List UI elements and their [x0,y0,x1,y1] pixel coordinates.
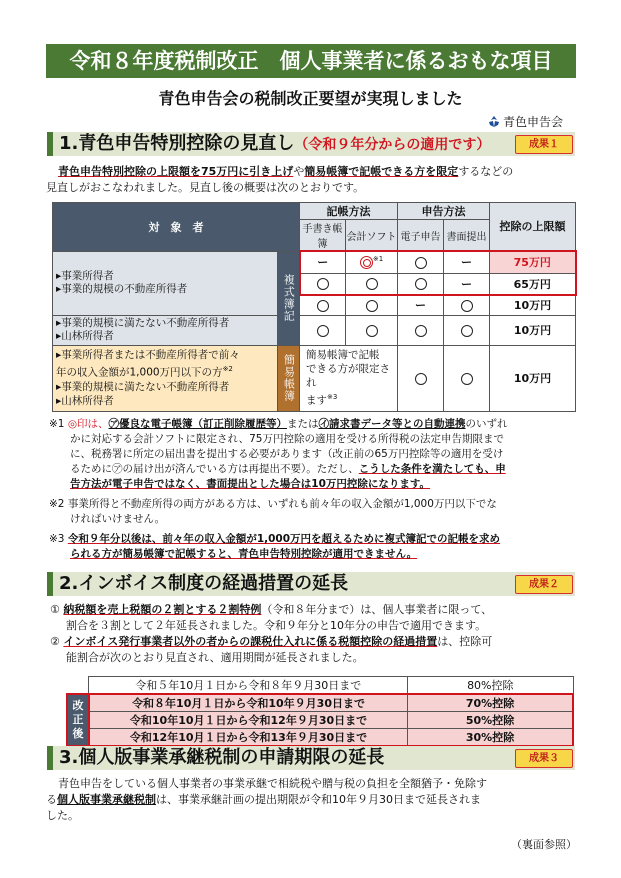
simple-books-label: 簡易帳簿 [278,345,300,411]
cell-r4-paper [444,315,490,345]
cell-r1-software: ※1 [346,251,398,273]
cell-r3-paper [444,295,490,315]
rate-row-0: 80%控除 [408,677,573,695]
circle-icon [415,373,427,385]
period-row-1: 令和８年10月１日から令和10年９月30日まで [89,694,408,712]
cell-r1-paper: ー [444,251,490,273]
group3-label: ▸事業所得者または不動産所得者で前々 年の収入金額が1,000万円以下の方$^{※2}$ ▸事業的規模に満たない不動産所得者 ▸山林所得者 [53,345,278,411]
result-badge-1: 成果１ [515,135,573,154]
section1-heading [47,132,575,156]
circle-icon [415,278,427,290]
page-title: 令和８年度税制改正 個人事業者に係るおもな項目 [46,44,576,78]
simple-books-desc: 簡易帳簿で記帳 できる方が限定され ます$^{※3}$ [300,345,398,411]
circle-icon [415,325,427,337]
circle-icon [366,278,378,290]
section3-line2: る個人版事業承継税制は、事業承継計画の提出期限が令和10年９月30日まで延長されま [46,793,481,806]
double-entry-label: 複式簿記 [278,251,300,345]
footnote-3-line2: られる方が簡易帳簿で記帳すると、青色申告特別控除が適用できません。 [70,548,418,560]
circle-icon [461,300,473,312]
col-filing: 申告方法 [398,203,490,220]
result-badge-2: 成果２ [515,575,573,594]
col-electronic: 電子申告 [398,220,444,252]
section3-line3: した。 [46,809,79,822]
cell-r4-handwritten [300,315,346,345]
cell-r4-software [346,315,398,345]
circle-icon [366,325,378,337]
cell-r2-paper: ー [444,273,490,295]
result-badge-3: 成果３ [515,749,573,768]
deduction-table [52,202,577,412]
footnote-1-line5: 告方法が電子申告ではなく、書面提出とした場合は10万円控除になります。 [70,478,431,490]
footnote-1: ※1 ◎印は、㋐優良な電子帳簿（訂正削除履歴等）または㋑請求書データ等との自動連携のいずれ [49,418,508,430]
amount-65: 65万円 [490,273,576,295]
page-subtitle: 青色申告会の税制改正要望が実現しました [158,89,463,108]
double-circle-icon [360,256,373,269]
amount-75: 75万円 [490,251,576,273]
section3-line1: 青色申告をしている個人事業者の事業承継で相続税や贈与税の負担を全額猶予・免除す [58,777,487,790]
cell-r5-electronic [398,345,444,411]
org-credit [488,113,563,130]
section2-item2: ② インボイス発行事業者以外の者からの課税仕入れに係る税額控除の経過措置は、控除可 [50,635,493,648]
section2-item1: ① 納税額を売上税額の２割とする２割特例（令和８年分まで）は、個人事業者に限って、 [50,603,493,616]
revised-label: 改正後 [67,694,89,746]
cell-r1-electronic [398,251,444,273]
circle-icon [461,325,473,337]
section2-heading: 2.インボイス制度の経過措置の延長 [47,572,575,596]
section3-heading: 3.個人版事業承継税制の申請期限の延長 [47,746,575,770]
cell-r1-handwritten: ー [300,251,346,273]
transition-table [66,676,574,747]
footnote-2-line2: ければいけません。 [70,513,166,525]
col-paper: 書面提出 [444,220,490,252]
cell-r2-software [346,273,398,295]
rate-row-1: 70%控除 [408,694,573,712]
org-name: 青色申告会 [503,115,564,129]
col-recording: 記帳方法 [300,203,398,220]
group2-label: ▸事業的規模に満たない不動産所得者 ▸山林所得者 [53,315,278,345]
cell-r4-electronic [398,315,444,345]
col-handwritten: 手書き帳簿 [300,220,346,252]
amount-10-row4: 10万円 [490,315,576,345]
group1-label: ▸事業所得者 ▸事業的規模の不動産所得者 [53,251,278,315]
circle-icon [366,300,378,312]
period-row-2: 令和10年10月１日から令和12年９月30日まで [89,712,408,729]
circle-icon [317,278,329,290]
rate-row-2: 50%控除 [408,712,573,729]
circle-icon [317,300,329,312]
section1-intro-line1: 青色申告特別控除の上限額を75万円に引き上げや簡易帳簿で記帳できる方を限定するなどの [58,165,514,178]
amount-10-row5: 10万円 [490,345,576,411]
period-row-0: 令和５年10月１日から令和８年９月30日まで [89,677,408,695]
cell-r2-electronic [398,273,444,295]
circle-icon [461,373,473,385]
section1-intro-line2: 見直しがおこなわれました。見直し後の概要は次のとおりです。 [46,181,365,194]
footnote-1-line2: かに対応する会計ソフトに限定され、75万円控除の適用を受ける所得税の法定申告期限まで [70,433,504,445]
cell-r2-handwritten [300,273,346,295]
cell-r5-paper [444,345,490,411]
footnote-1-line4: るために㋐の届け出が済んでいる方は再提出不要）。ただし、こうした条件を満たしても、申 [70,463,506,475]
section2-item1-line2: 割合を３割として２年延長されました。令和９年分と10年分の申告で適用できます。 [66,619,487,632]
section2-item2-line2: 能割合が次のとおり見直され、適用期間が延長されました。 [66,651,364,664]
circle-icon [317,325,329,337]
footnote-1-line3: に、税務署に所定の届出書を提出する必要があります（改正前の65万円控除等の適用を受け [70,448,504,460]
rate-row-3: 30%控除 [408,729,573,747]
section1-note: （令和９年分からの適用です） [294,137,491,153]
col-deduction: 控除の上限額 [490,203,576,252]
cell-r3-electronic: ー [398,295,444,315]
footnote-2: ※2 事業所得と不動産所得の両方がある方は、いずれも前々年の収入金額が1,000万円以下でな [49,498,497,510]
cell-r3-handwritten [300,295,346,315]
col-software: 会計ソフト [346,220,398,252]
amount-10-row3: 10万円 [490,295,576,315]
cell-r3-software [346,295,398,315]
org-logo-icon [488,116,500,128]
period-row-3: 令和12年10月１日から令和13年９月30日まで [89,729,408,747]
section1-title: 1.青色申告特別控除の見直し [59,133,295,154]
circle-icon [415,257,427,269]
footnote-3: ※3 令和９年分以後は、前々年の収入金額が1,000万円を超えるために複式簿記での記帳を求め [49,533,501,545]
col-target: 対 象 者 [53,203,300,252]
back-page-note: （裏面参照） [511,838,577,851]
